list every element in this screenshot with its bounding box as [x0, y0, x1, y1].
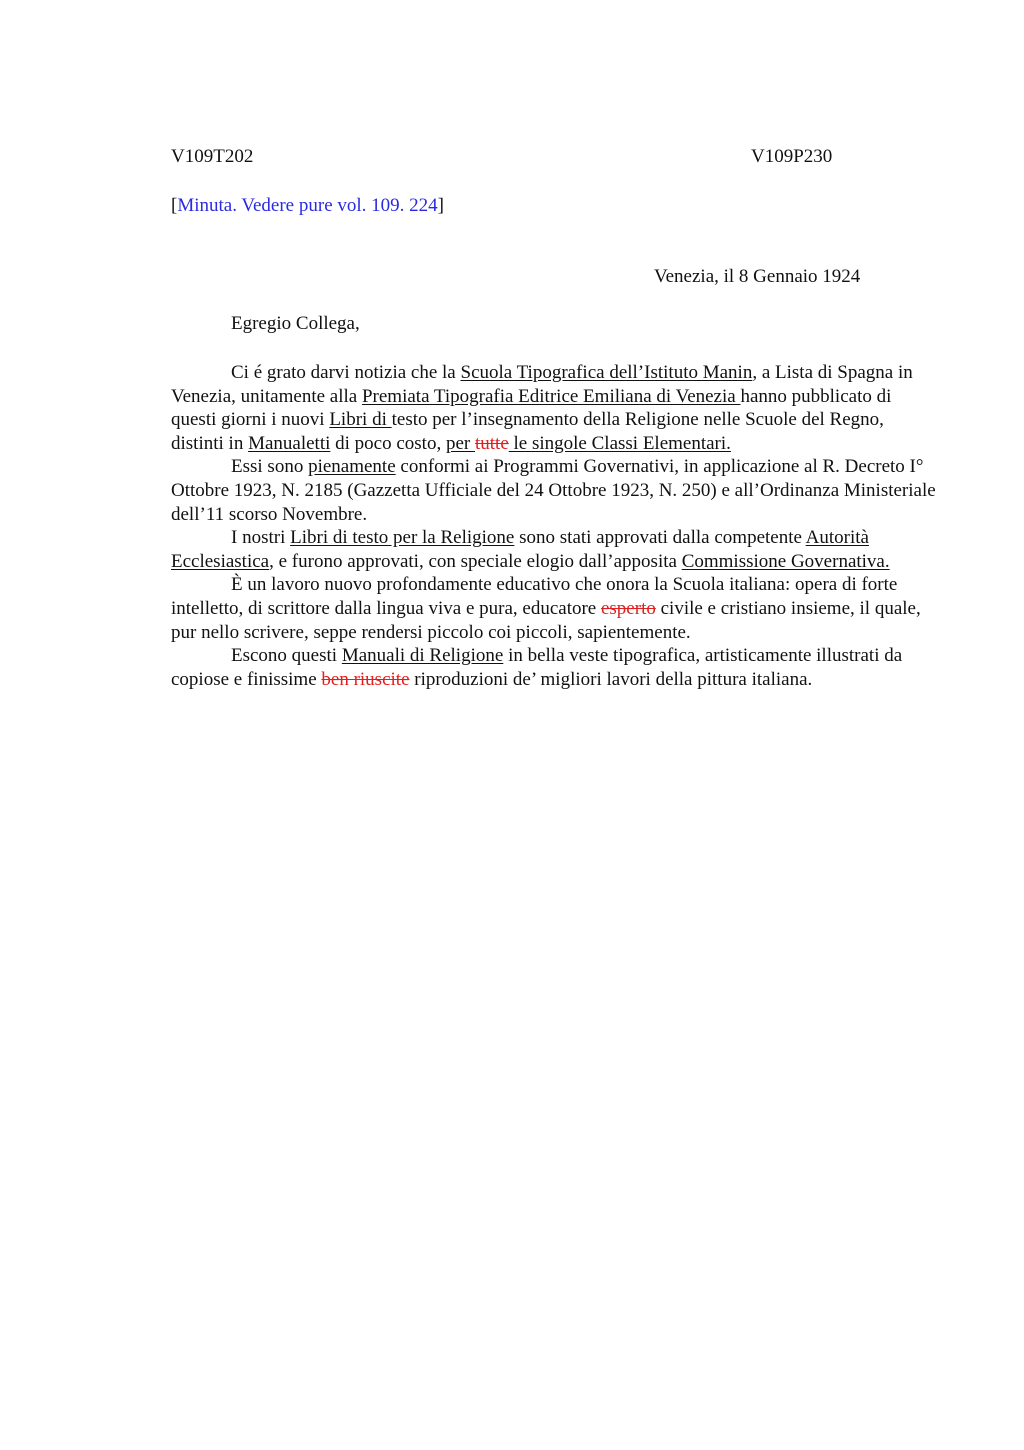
- letter-date: Venezia, il 8 Gennaio 1924: [654, 266, 861, 287]
- text-run: sono stati approvati dalla competente: [514, 527, 806, 549]
- text-run: hanno pubblicato di questi giorni i nuovi: [171, 385, 892, 431]
- document-id-left: V109T202: [171, 146, 254, 167]
- text-run: Escono questi: [231, 645, 342, 667]
- text-run: , e furono approvati, con speciale elogio dall’apposita: [269, 550, 682, 572]
- text-run: I nostri: [231, 527, 291, 549]
- underlined-phrase: Autorità Ecclesiastica: [171, 527, 869, 572]
- underlined-phrase: Premiata Tipografia Editrice Emiliana di Venezia: [361, 385, 741, 407]
- document-id-right: V109P230: [751, 146, 833, 167]
- underlined-phrase: Manuali di Religione: [341, 645, 504, 667]
- note-text: Minuta. Vedere pure vol. 109. 224: [177, 195, 438, 216]
- underlined-phrase: per: [445, 432, 475, 454]
- paragraph-4: [171, 573, 936, 644]
- underlined-phrase: Manualetti: [248, 432, 331, 454]
- text-run: conformi ai Programmi Governativi, in applicazione al R. Decreto I° Ottobre 1923, N. 2185 (Gazzetta Ufficiale del 24 Ottobre 1923, N. 250) e all’Ordinanza Ministeriale dell’11 scorso Novembre.: [171, 456, 936, 525]
- note-open-bracket: [: [171, 195, 178, 216]
- text-run: di poco costo,: [330, 432, 446, 454]
- letter-body: [171, 361, 936, 691]
- underlined-phrase: pienamente: [308, 456, 396, 478]
- text-run: Essi sono: [231, 456, 309, 478]
- text-run: , a Lista di Spagna in Venezia, unitamente alla: [171, 362, 913, 407]
- letter-salutation: Egregio Collega,: [231, 313, 360, 334]
- deleted-word: ben riuscite: [321, 668, 410, 690]
- note-close-bracket: ]: [437, 195, 444, 216]
- paragraph-3: [171, 526, 936, 573]
- underlined-phrase: Libri di: [329, 409, 392, 431]
- text-run: riproduzioni de’ migliori lavori della pittura italiana.: [409, 668, 813, 690]
- underlined-phrase: Libri di testo per la Religione: [290, 527, 515, 549]
- paragraph-1: [171, 361, 936, 455]
- text-run: in bella veste tipografica, artisticamente illustrati da copiose e finissime: [171, 645, 903, 690]
- editorial-note: [171, 195, 444, 217]
- text-run: testo per l’insegnamento della Religione nelle Scuole del Regno, distinti in: [171, 409, 884, 454]
- paragraph-2: [171, 455, 936, 526]
- underlined-phrase: Commissione Governativa.: [681, 550, 890, 572]
- deleted-word: tutte: [474, 432, 509, 454]
- text-run: È un lavoro nuovo profondamente educativo che onora la Scuola italiana: opera di forte intelletto, di scrittore dalla lingua viva e pura, educatore: [171, 574, 898, 619]
- text-run: civile e cristiano insieme, il quale, pur nello scrivere, seppe rendersi piccolo coi piccoli, sapientemente.: [171, 597, 921, 643]
- underlined-phrase: le singole Classi Elementari.: [508, 432, 731, 454]
- underlined-phrase: Scuola Tipografica dell’Istituto Manin: [460, 362, 753, 383]
- deleted-word: esperto: [600, 597, 656, 619]
- paragraph-5: [171, 644, 936, 691]
- text-run: Ci é grato darvi notizia che la: [231, 362, 461, 383]
